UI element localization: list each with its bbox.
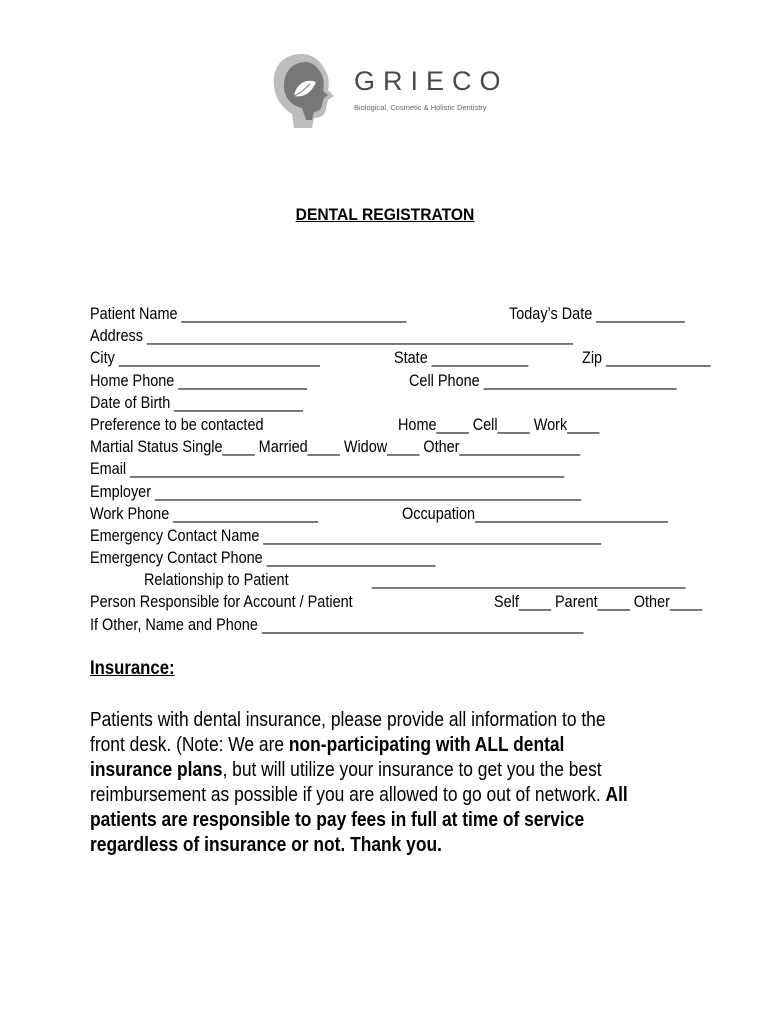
page-title: DENTAL REGISTRATON	[295, 205, 475, 224]
form-field-label[interactable]: City _________________________	[90, 348, 320, 368]
form-row	[90, 347, 711, 369]
form-field-label[interactable]: Patient Name ____________________________	[90, 304, 407, 323]
form-field-label[interactable]: Employer _____________________________________________________	[90, 481, 581, 501]
form-row	[90, 458, 680, 480]
form-row	[90, 414, 680, 436]
form-field-label[interactable]: Preference to be contacted	[90, 414, 264, 434]
form-field-label[interactable]: Martial Status Single____ Married____ Widow____ Other_______________	[90, 437, 581, 457]
brand-tagline: Biological, Cosmetic & Holistic Dentistry	[354, 103, 487, 112]
form-field-label[interactable]: Emergency Contact Name __________________________________________	[90, 525, 602, 545]
registration-form	[90, 303, 711, 636]
form-field-label[interactable]: Cell Phone ________________________	[408, 370, 677, 390]
form-field-label[interactable]: Zip _____________	[581, 348, 711, 368]
brand-name: GRIECO	[354, 66, 509, 96]
form-field-label[interactable]: _______________________________________	[371, 570, 686, 590]
form-field-label[interactable]: Emergency Contact Phone _____________________	[90, 548, 436, 568]
face-leaf-logo-icon	[262, 48, 348, 140]
form-field-label[interactable]: Self____ Parent____ Other____	[493, 592, 703, 612]
insurance-line	[90, 783, 660, 808]
form-field-label[interactable]: Relationship to Patient	[143, 570, 289, 590]
insurance-text: reimbursement as possible if you are allowed to go out of network.	[90, 784, 606, 806]
form-row	[90, 569, 686, 591]
form-field-label[interactable]: Address _____________________________________________________	[90, 326, 573, 346]
form-row	[90, 591, 703, 613]
form-row	[90, 303, 685, 325]
form-field-label[interactable]: If Other, Name and Phone ________________________________________	[90, 614, 584, 634]
insurance-bold-text: patients are responsible to pay fees in full at time of service	[90, 809, 585, 831]
insurance-line	[90, 758, 660, 783]
form-row	[90, 503, 680, 525]
insurance-heading: Insurance:	[90, 658, 175, 679]
insurance-line	[90, 808, 660, 833]
form-row	[90, 370, 680, 392]
form-field-label[interactable]: Home____ Cell____ Work____	[397, 414, 600, 434]
form-row	[90, 614, 680, 636]
insurance-notice	[90, 708, 660, 858]
form-field-label[interactable]: State ____________	[393, 348, 529, 368]
insurance-line	[90, 833, 660, 858]
form-field-label[interactable]: Occupation________________________	[401, 503, 668, 523]
form-field-label[interactable]: Date of Birth ________________	[90, 392, 303, 412]
insurance-line	[90, 708, 660, 733]
form-field-label[interactable]: Today’s Date ___________	[508, 304, 685, 323]
insurance-line	[90, 733, 660, 758]
form-field-label[interactable]: Home Phone ________________	[90, 370, 307, 390]
form-field-label[interactable]: Person Responsible for Account / Patient	[90, 592, 353, 612]
insurance-bold-text: non-participating with ALL dental	[288, 734, 565, 756]
form-row	[90, 325, 680, 347]
insurance-text: front desk. (Note: We are	[90, 734, 289, 756]
insurance-text: Patients with dental insurance, please provide all information to the	[90, 709, 606, 731]
insurance-bold-text: regardless of insurance or not. Thank you.	[90, 834, 442, 856]
form-row	[90, 481, 680, 503]
insurance-bold-text: insurance plans	[90, 759, 223, 781]
form-row	[90, 547, 680, 569]
insurance-text: , but will utilize your insurance to get you the best	[222, 759, 602, 781]
form-field-label[interactable]: Work Phone __________________	[90, 503, 318, 523]
form-row	[90, 525, 680, 547]
form-row	[90, 392, 680, 414]
form-field-label[interactable]: Email ______________________________________________________	[90, 459, 565, 479]
form-row	[90, 436, 680, 458]
insurance-bold-text: All	[605, 784, 628, 806]
grieco-logo	[262, 48, 512, 140]
